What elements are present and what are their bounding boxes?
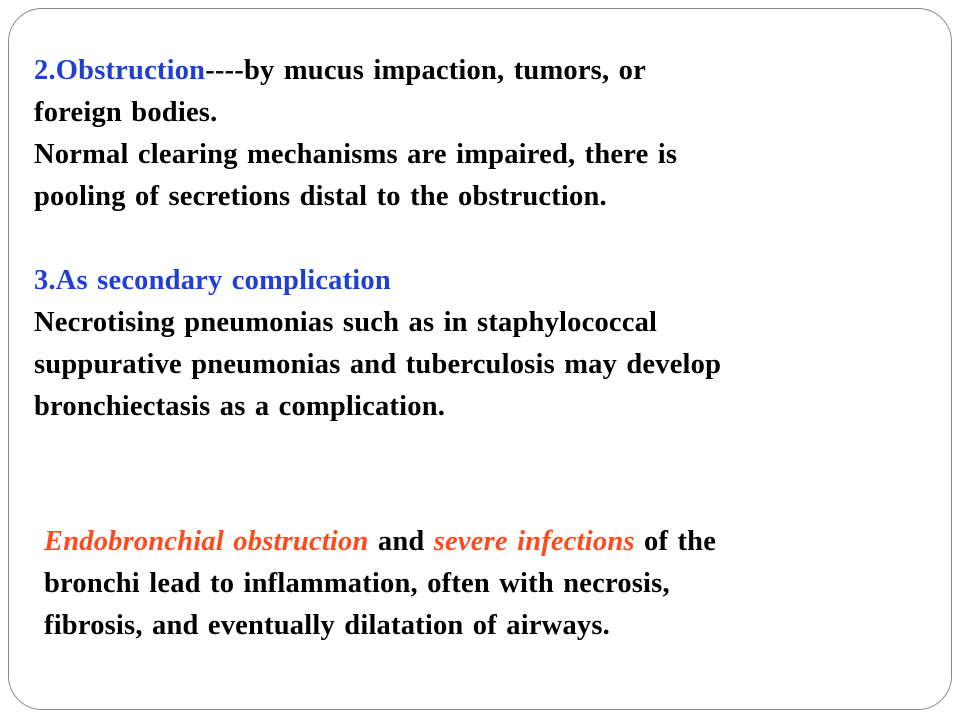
- section3-line3: bronchiectasis as a complication.: [34, 391, 446, 422]
- summary-line1: [44, 521, 924, 563]
- section2-line3: Normal clearing mechanisms are impaired, there is: [34, 139, 678, 170]
- main-text-block: [34, 50, 924, 428]
- section2-line4: pooling of secretions distal to the obstruction.: [34, 181, 607, 212]
- section-spacer: [34, 218, 924, 260]
- section2-heading: 2.Obstruction: [34, 55, 206, 86]
- summary-term-infections: severe infections: [433, 526, 635, 557]
- summary-connector-of-the: of the: [634, 526, 717, 557]
- section3-heading: 3.As secondary complication: [34, 265, 391, 296]
- summary-term-obstruction: Endobronchial obstruction: [44, 526, 369, 557]
- section2-heading-rest: ----by mucus impaction, tumors, or: [205, 55, 646, 86]
- section3-line2: suppurative pneumonias and tuberculosis may develop: [34, 349, 722, 380]
- summary-line2: bronchi lead to inflammation, often with necrosis,: [44, 568, 670, 599]
- section2-line1: [34, 50, 924, 92]
- section2-line2: foreign bodies.: [34, 97, 218, 128]
- summary-block: [44, 521, 924, 647]
- summary-line3: fibrosis, and eventually dilatation of airways.: [44, 610, 610, 641]
- section3-line1: Necrotising pneumonias such as in staphylococcal: [34, 307, 658, 338]
- summary-connector-and: and: [368, 526, 434, 557]
